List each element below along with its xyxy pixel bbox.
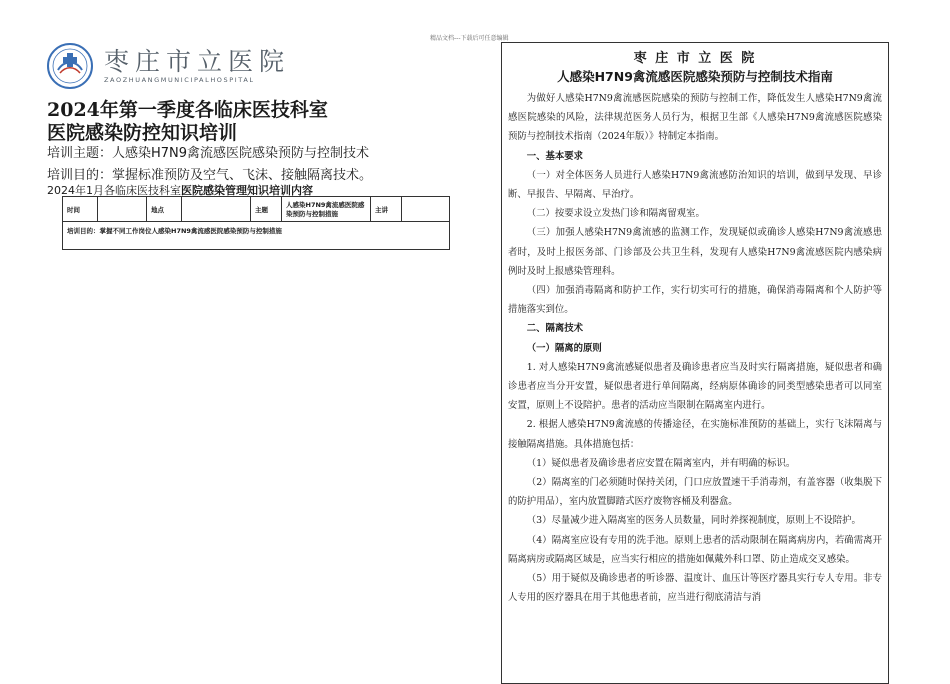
logo-hospital-name: 枣庄市立医院 bbox=[104, 47, 291, 76]
topic-label: 主题 bbox=[251, 197, 282, 222]
table-title-bold: 医院感染管理知识培训内容 bbox=[181, 184, 313, 197]
topic-value: 人感染H7N9禽流感医院感染预防与控制措施 bbox=[282, 197, 371, 222]
panel-body bbox=[502, 85, 888, 607]
paragraph: 1. 对人感染H7N9禽流感疑似患者及确诊患者应当及时实行隔离措施，疑似患者和确诊患者应当分开安置，疑似患者进行单间隔离，经病原体确诊的同类型感染患者可以同室安置，原则上不设陪护。患者的活动应当限制在隔离室内进行。 bbox=[508, 361, 882, 412]
purpose-cell: 培训目的：掌握不同工作岗位人感染H7N9禽流感医院感染预防与控制措施 bbox=[63, 222, 450, 250]
paragraph: （2）隔离室的门必须随时保持关闭，门口应放置速干手消毒剂，有盖容器（收集脱下的防护用品），室内放置脚踏式医疗废物容桶及利器盒。 bbox=[508, 477, 882, 508]
paragraph: （5）用于疑似及确诊患者的听诊器、温度计、血压计等医疗器具实行专人专用。非专人专用的医疗器具在用于其他患者前，应当进行彻底清洁与消 bbox=[508, 573, 882, 604]
paragraph: （一）对全体医务人员进行人感染H7N9禽流感防治知识的培训，做到早发现、早诊断、早报告、早隔离、早治疗。 bbox=[508, 169, 882, 201]
hospital-logo bbox=[46, 42, 291, 92]
training-topic: 培训主题：人感染H7N9禽流感医院感染预防与控制技术 bbox=[47, 146, 370, 161]
guideline-panel bbox=[501, 42, 889, 684]
paragraph: 2. 根据人感染H7N9禽流感的传播途径，在实施标准预防的基础上，实行飞沫隔离与接触隔离措施。具体措施包括： bbox=[508, 419, 882, 450]
paragraph: （3）尽量减少进入隔离室的医务人员数量，同时养探视制度，原则上不设陪护。 bbox=[526, 515, 861, 527]
paragraph: （4）隔离室应设有专用的洗手池。原则上患者的活动限制在隔离病房内，若确需离开隔离病房或隔离区域是，应当实行相应的措施如佩戴外科口罩、防止造成交叉感染。 bbox=[508, 534, 882, 565]
paragraph: （1）疑似患者及确诊患者应安置在隔离室内，并有明确的标识。 bbox=[526, 457, 796, 469]
place-value bbox=[182, 197, 251, 222]
intro-paragraph: 为做好人感染H7N9禽流感医院感染的预防与控制工作，降低发生人感染H7N9禽流感医院感染的风险，法律规范医务人员行为，根据卫生部《人感染H7N9禽流感医院感染预防与控制技术指南（2024年版）》特制定本指南。 bbox=[508, 93, 882, 143]
place-label: 地点 bbox=[147, 197, 182, 222]
lecturer-label: 主讲 bbox=[371, 197, 402, 222]
training-goal: 培训目的：掌握标准预防及空气、飞沫、接触隔离技术。 bbox=[47, 168, 373, 183]
paragraph: （三）加强人感染H7N9禽流感的监测工作，发现疑似或确诊人感染H7N9禽流感患者时，及时上报医务部、门诊部及公共卫生科，发现有人感染H7N9禽流感医院内感染病例时及时上报感染管理科。 bbox=[508, 227, 882, 277]
logo-hospital-name-en: ZAOZHUANGMUNICIPALHOSPITAL bbox=[104, 76, 255, 84]
training-title-line2: 医院感染防控知识培训 bbox=[47, 122, 238, 144]
paragraph: （二）按要求设立发热门诊和隔离留观室。 bbox=[526, 208, 705, 220]
section-heading-isolation: 二、隔离技术 bbox=[526, 323, 584, 335]
panel-guideline-title: 人感染H7N9禽流感医院感染预防与控制技术指南 bbox=[557, 69, 833, 84]
section-heading-basic: 一、基本要求 bbox=[526, 150, 584, 162]
table-row bbox=[63, 222, 450, 250]
subsection-heading: （一）隔离的原则 bbox=[526, 342, 602, 354]
time-value bbox=[98, 197, 147, 222]
lecturer-value bbox=[402, 197, 450, 222]
paragraph: （四）加强消毒隔离和防护工作，实行切实可行的措施，确保消毒隔离和个人防护等措施落实到位。 bbox=[508, 285, 882, 316]
hospital-emblem-icon bbox=[46, 42, 94, 90]
panel-hospital-title: 枣 庄 市 立 医 院 bbox=[633, 51, 757, 66]
training-table bbox=[62, 196, 450, 250]
header-note: 精品文档---下载后可任意编辑 bbox=[430, 35, 509, 42]
table-row bbox=[63, 197, 450, 222]
table-title-normal: 2024年1月各临床医技科室 bbox=[47, 184, 181, 197]
training-title-line1: 2024年第一季度各临床医技科室 bbox=[47, 99, 328, 121]
time-label: 时间 bbox=[63, 197, 98, 222]
